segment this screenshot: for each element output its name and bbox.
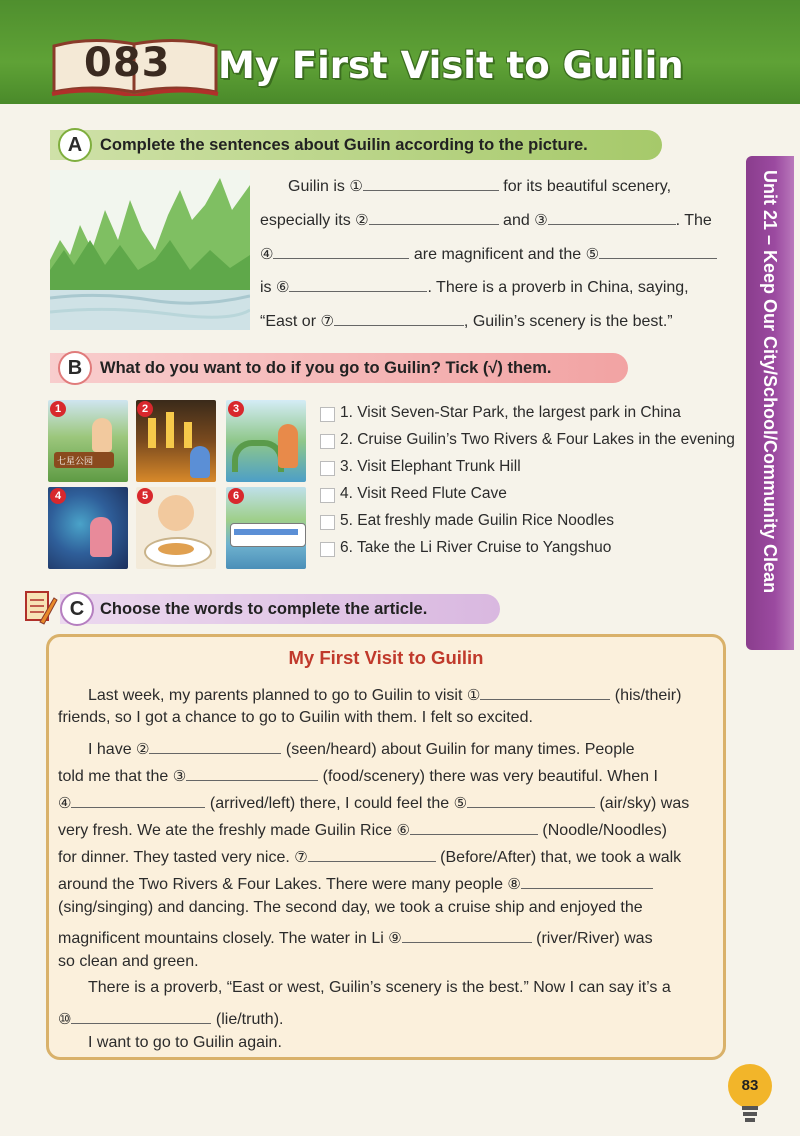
article-line-1 xyxy=(88,681,681,707)
article-line-10 xyxy=(58,924,653,950)
blank-number: ① xyxy=(466,686,481,704)
answer-blank[interactable] xyxy=(71,1005,211,1024)
option-5-label: 5. Eat freshly made Guilin Rice Noodles xyxy=(340,512,614,529)
article-line-2 xyxy=(58,707,533,729)
answer-blank[interactable] xyxy=(289,273,427,292)
answer-blank[interactable] xyxy=(308,843,436,862)
text-fragment: so clean and green. xyxy=(58,953,199,970)
answer-blank[interactable] xyxy=(334,307,464,326)
answer-blank[interactable] xyxy=(273,240,409,259)
blank-number: ④ xyxy=(58,794,72,812)
page-title: My First Visit to Guilin xyxy=(218,44,684,87)
section-b-title: What do you want to do if you go to Guilin? Tick (√) them. xyxy=(100,359,552,377)
text-fragment: (his/their) xyxy=(610,687,682,704)
answer-blank[interactable] xyxy=(186,762,318,781)
answer-blank[interactable] xyxy=(521,870,653,889)
text-fragment: Last week, my parents planned to go to Guilin to visit xyxy=(88,687,467,704)
notepad-pencil-icon xyxy=(22,588,58,626)
section-a-line-1 xyxy=(288,172,671,199)
section-a-line-3 xyxy=(260,240,717,267)
article-title: My First Visit to Guilin xyxy=(288,647,484,668)
article-line-4 xyxy=(58,762,658,788)
blank-number: ⑤ xyxy=(453,794,468,812)
picture-number-3: 3 xyxy=(228,401,244,417)
blank-number: ⑦ xyxy=(320,312,334,330)
section-a-title: Complete the sentences about Guilin according to the picture. xyxy=(100,136,588,154)
blank-number: ③ xyxy=(534,211,548,229)
text-fragment: There is a proverb, “East or west, Guilin’s scenery is the best.” Now I can say it’s a xyxy=(88,979,671,996)
article-line-13 xyxy=(58,1005,283,1031)
blank-number: ⑥ xyxy=(276,278,290,296)
text-fragment: (lie/truth). xyxy=(211,1011,284,1028)
checkbox-option-5[interactable] xyxy=(320,515,335,530)
answer-blank[interactable] xyxy=(548,206,676,225)
option-1-label: 1. Visit Seven-Star Park, the largest park in China xyxy=(340,404,681,421)
answer-blank[interactable] xyxy=(480,681,610,700)
lightbulb-base-icon xyxy=(738,1104,762,1126)
picture-number-6: 6 xyxy=(228,488,244,504)
blank-number: ⑧ xyxy=(507,875,521,893)
text-fragment: and xyxy=(498,212,535,229)
section-b-letter: B xyxy=(58,351,92,385)
text-fragment: (Before/After) that, we took a walk xyxy=(435,849,682,866)
picture-number-5: 5 xyxy=(137,488,153,504)
text-fragment: I have xyxy=(88,741,137,758)
text-fragment: very fresh. We ate the freshly made Guilin Rice xyxy=(58,822,397,839)
article-line-14 xyxy=(88,1032,282,1054)
article-line-3 xyxy=(88,735,635,761)
answer-blank[interactable] xyxy=(363,172,499,191)
picture-number-4: 4 xyxy=(50,488,66,504)
option-2-label: 2. Cruise Guilin’s Two Rivers & Four Lakes in the evening xyxy=(340,431,735,448)
text-fragment: Guilin is xyxy=(288,178,350,195)
section-a-line-2 xyxy=(260,206,712,233)
text-fragment: (river/River) was xyxy=(531,930,653,947)
blank-number: ① xyxy=(349,177,363,195)
blank-number: ② xyxy=(355,211,369,229)
text-fragment: (arrived/left) there, I could feel the xyxy=(205,795,454,812)
blank-number: ⑤ xyxy=(585,245,600,263)
answer-blank[interactable] xyxy=(410,816,538,835)
blank-number: ⑩ xyxy=(58,1010,72,1028)
answer-blank[interactable] xyxy=(369,206,499,225)
answer-blank[interactable] xyxy=(402,924,532,943)
blank-number: ⑨ xyxy=(388,929,402,947)
text-fragment: for its beautiful scenery, xyxy=(498,178,672,195)
text-fragment: for dinner. They tasted very nice. xyxy=(58,849,295,866)
text-fragment: told me that the xyxy=(58,768,173,785)
picture-number-1: 1 xyxy=(50,401,66,417)
park-sign: 七星公园 xyxy=(57,457,94,467)
text-fragment: I want to go to Guilin again. xyxy=(88,1034,282,1051)
section-c-title: Choose the words to complete the article. xyxy=(100,600,428,618)
checkbox-option-2[interactable] xyxy=(320,434,335,449)
blank-number: ③ xyxy=(172,767,187,785)
text-fragment: are magnificent and the xyxy=(409,246,586,263)
checkbox-option-6[interactable] xyxy=(320,542,335,557)
option-6-label: 6. Take the Li River Cruise to Yangshuo xyxy=(340,539,612,556)
checkbox-option-1[interactable] xyxy=(320,407,335,422)
text-fragment: magnificent mountains closely. The water in Li xyxy=(58,930,389,947)
answer-blank[interactable] xyxy=(467,789,595,808)
answer-blank[interactable] xyxy=(599,240,717,259)
answer-blank[interactable] xyxy=(71,789,205,808)
text-fragment: friends, so I got a chance to go to Guilin with them. I felt so excited. xyxy=(58,709,533,726)
article-line-9 xyxy=(58,897,643,919)
page-number: 83 xyxy=(728,1064,772,1108)
lesson-number: 083 xyxy=(84,40,171,86)
checkbox-option-3[interactable] xyxy=(320,461,335,476)
blank-number: ② xyxy=(136,740,150,758)
answer-blank[interactable] xyxy=(149,735,281,754)
text-fragment: especially its xyxy=(260,212,356,229)
section-c-letter: C xyxy=(60,592,94,626)
option-4-label: 4. Visit Reed Flute Cave xyxy=(340,485,507,502)
article-line-7 xyxy=(58,843,681,869)
article-line-5 xyxy=(58,789,689,815)
article-line-6 xyxy=(58,816,667,842)
text-fragment: around the Two Rivers & Four Lakes. There were many people xyxy=(58,876,508,893)
text-fragment: , Guilin’s scenery is the best.” xyxy=(463,313,673,330)
option-3-label: 3. Visit Elephant Trunk Hill xyxy=(340,458,521,475)
checkbox-option-4[interactable] xyxy=(320,488,335,503)
karst-mountain-picture xyxy=(50,170,250,330)
article-line-8 xyxy=(58,870,653,896)
blank-number: ⑥ xyxy=(396,821,410,839)
picture-number-2: 2 xyxy=(137,401,153,417)
text-fragment: (air/sky) was xyxy=(595,795,690,812)
article-line-11 xyxy=(58,951,199,973)
section-a-line-5 xyxy=(260,307,673,334)
text-fragment: . The xyxy=(675,212,712,229)
unit-side-tab-label: Unit 21 – Keep Our City/School/Community Clean xyxy=(760,170,780,594)
text-fragment: (food/scenery) there was very beautiful. When I xyxy=(318,768,658,785)
text-fragment: (seen/heard) about Guilin for many times. People xyxy=(281,741,635,758)
text-fragment: is xyxy=(260,279,276,296)
blank-number: ④ xyxy=(260,245,274,263)
text-fragment: “East or xyxy=(260,313,321,330)
section-a-letter: A xyxy=(58,128,92,162)
article-line-12 xyxy=(88,977,671,999)
text-fragment: . There is a proverb in China, saying, xyxy=(427,279,689,296)
text-fragment: (Noodle/Noodles) xyxy=(537,822,667,839)
section-a-line-4 xyxy=(260,273,689,300)
blank-number: ⑦ xyxy=(294,848,308,866)
text-fragment: (sing/singing) and dancing. The second day, we took a cruise ship and enjoyed the xyxy=(58,899,643,916)
